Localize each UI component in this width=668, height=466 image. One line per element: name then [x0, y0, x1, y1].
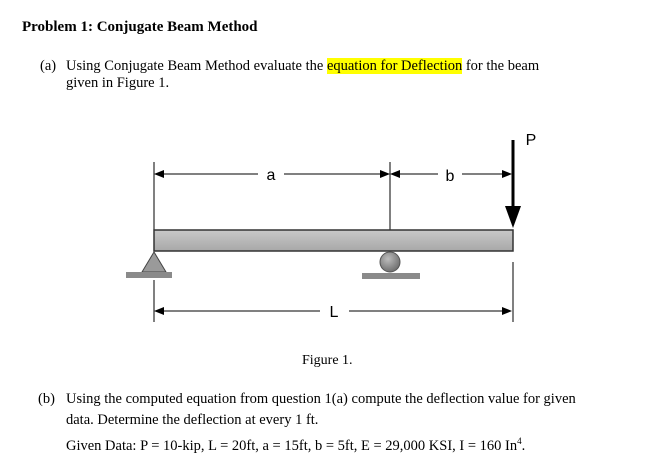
part-b-line1-text: Using the computed equation from question 1(a) compute the deflection value for given — [66, 391, 576, 407]
part-a-label: (a) — [40, 58, 57, 74]
part-b-line1 — [38, 389, 648, 410]
part-b-given-data — [38, 431, 648, 457]
part-a-text-after: for the beam — [462, 58, 540, 74]
pin-support-base — [126, 272, 172, 278]
label-b: b — [445, 168, 455, 185]
highlighted-phrase: equation for Deflection — [326, 58, 463, 74]
label-p: P — [525, 132, 537, 149]
figure-caption: Figure 1. — [302, 353, 353, 368]
roller-support-base — [362, 273, 420, 279]
beam — [154, 230, 513, 251]
label-l: L — [329, 304, 339, 321]
roller-support — [380, 252, 400, 272]
exponent: 4 — [517, 436, 522, 446]
given-data-text: Given Data: P = 10-kip, L = 20ft, a = 15ft, b = 5ft, E = 29,000 KSI, I = 160 In — [66, 437, 518, 454]
part-a-line2: given in Figure 1. — [66, 75, 170, 91]
part-b-line2: data. Determine the deflection at every 1 ft. — [66, 412, 319, 428]
given-data-end: . — [521, 437, 526, 454]
load-arrow-head — [505, 206, 521, 228]
part-b-question — [38, 389, 648, 457]
pin-support — [142, 252, 166, 272]
part-b-label: (b) — [38, 391, 55, 407]
problem-title: Problem 1: Conjugate Beam Method — [22, 19, 258, 35]
part-a-text-before: Using Conjugate Beam Method evaluate the — [66, 58, 327, 74]
label-a: a — [266, 167, 276, 184]
